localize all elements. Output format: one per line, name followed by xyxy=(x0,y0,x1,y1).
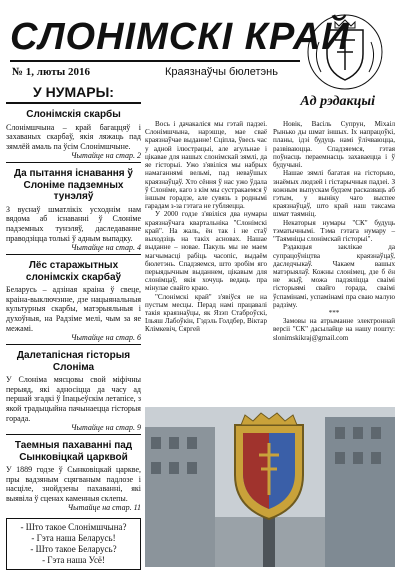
newsletter-title: СЛОНІМСКІ КРАЙ xyxy=(10,16,350,58)
editorial-paragraph: "Слонімскі край" з'явіўся не на пустым месцы. Перад намі працавалі такія краязнаўцы, як Язэп Стаброўскі, Ільяш Лабоўкін, Гэдэль Голдбер, Віктар Клімкевіч, Сяргей xyxy=(145,292,267,334)
contents-item-title: Далетапісная гісторыя Слоніма xyxy=(16,350,131,373)
title-rule xyxy=(10,60,300,62)
read-more-link[interactable]: Чытайце на стар. 2 xyxy=(6,151,141,163)
editorial-columns xyxy=(145,120,395,342)
editorial-paragraph: Нашае зямлі багатая на гісторыю, знаёмых людзей і гістарычныя падзеі. З кожным выпускам будзем расказваць аб гэтым, у выніку чаго выспее краязнаўцаў, што край наш таксама шмат таямніц. xyxy=(273,169,395,219)
quiz-line: - Гэта наша Беларусь! xyxy=(31,533,116,544)
quiz-line: - Што такое Слонімшчына? xyxy=(20,522,127,533)
contents-item-title: Да пытання існавання ў Слоніме падземных тунэляў xyxy=(14,168,133,203)
contents-item xyxy=(6,260,141,345)
contents-item-title: Лёс старажытных слонімскіх скарбаў xyxy=(25,260,122,283)
contents-heading: У НУМАРЫ: xyxy=(6,82,141,104)
quiz-line: - Што такое Беларусь? xyxy=(30,544,117,555)
contents-item-title: Слонімскія скарбы xyxy=(26,109,121,120)
separator-stars: *** xyxy=(328,309,340,318)
issue-number: № 1, люты 2016 xyxy=(12,66,90,78)
quiz-box xyxy=(6,518,141,569)
editorial-paragraph: Рэдакцыя заклікае да супрацоўніцтва краязнаўцаў, даследчыкаў. Чакаем вашых матэрыялаў. Кожны слонімец, дзе б ён не жыў, можа падзяліцца сваімі гісторыямі свайго горада, сваімі ўспамінамі, успамінамі пра сваю малую радзіму. xyxy=(273,243,395,309)
editorial-paragraph: Новік, Васіль Супрун, Міхаіл Рынько ды шмат іншых. Іх напрацоўкі, планы, ідэі будуць намі ўлічваюцца, развіваюцца. Спадзяемся, гэтая поўнасць пераемнасць захаваецца і ў будучыні. xyxy=(273,120,395,170)
contents-item-text: З вуснаў шматлікіх усходнім нам вядома аб існаванні ў Слоніме падземных тунэляў, даследаванне праводзіцца толькі ў адным выпадку. xyxy=(6,204,141,243)
newsletter-subtitle: Краязнаўчы бюлетэнь xyxy=(165,66,278,78)
contents-item xyxy=(6,440,141,514)
read-more-link[interactable]: Чытайце на стар. 9 xyxy=(6,423,141,435)
editorial-paragraph: Некаторыя нумары "СК" будуць тэматычнымі. Тэма гэтага нумару – "Таямніцы слонімскай гісторыі". xyxy=(273,218,395,244)
town-coat-of-arms-photo xyxy=(145,407,395,567)
read-more-link[interactable]: Чытайце на стар. 6 xyxy=(6,333,141,345)
editorial-section xyxy=(145,82,395,568)
editorial-paragraph: Вось і дачакаліся мы гэтай падзеі. Слонімшчына, нарэшце, мае сваё краязнаўчае выданне! Сціпла, ўвесь час у адной ілюстрацыі, але агульнае і цікавае для нашых слонімскай зямлі, да яе гісторыі. Ужо з'явіліся мы набрых намаганнямі вельмі, пад неваўшых краязнаўцаў. Хто сёння ў нас ужо ўдала ў Слоніме, каго з кім мы сустракаемся ў іншым горадзе, але сувязь з роднымі гарадам з-за гэтага не губляецца. xyxy=(145,120,267,211)
coat-of-arms-icon xyxy=(305,12,385,92)
editorial-column-2 xyxy=(273,120,395,342)
contents-item xyxy=(6,350,141,435)
contents-sidebar xyxy=(6,82,141,568)
editorial-paragraph: Замовы на атрыманне электроннай версіі "СК" дасылайце на нашу пошту: slonimskikraj@gmail.com xyxy=(273,317,395,342)
contents-item-text: У 1889 годзе ў Сынковіцкай царкве, пры вадзяным сцягваным падлозе і насціле, знойдзены пахаванні, які выявіла ў сценах каменныя склепы. xyxy=(6,465,141,503)
contents-item-text: У Слоніма мясцовы свой міфічны перыяд, які адносіцца да часу ад першай згадкі ў Іпацьеўскім летапісе, з якой традыцыйна пачынаецца гісторыя горада. xyxy=(6,375,141,423)
contents-item xyxy=(6,168,141,255)
read-more-link[interactable]: Чытайце на стар. 4 xyxy=(6,243,141,255)
editorial-heading: Ад рэдакцыі xyxy=(300,94,375,109)
contents-item-text: Беларусь – адзіная краіна ў свеце, краіна-выключэнне, дзе нацыянальныя культурныя скарбы, матэрыяльныя і духоўныя, на Радзіме мелі, чым за яе межамі. xyxy=(6,285,141,333)
quiz-line: - Гэта наша Усё! xyxy=(42,554,105,565)
contents-item xyxy=(6,109,141,163)
editorial-paragraph: У 2000 годзе з'явіліся два нумары краязнаўчага квартальніка "Слонімскі край". На жаль, ён так і не стаў выходзіць на такіх асновах. Нашае выданне – новае. Пакуль мы не маем магчымасці рабіць часопіс, выдаём бюлетэнь. Спадзяемся, што зробім яго перыядычным выданнем, цікавым для слонімцаў, якія хочуць ведаць пра мінулае свайго краю. xyxy=(145,210,267,293)
contents-item-text: Слонімшчына – край багаццяў і захаваных скарбаў, якія ляжаць пад зямлёй амаль па ўсім Слонімшчыне. xyxy=(6,122,141,151)
contents-item-title: Таемныя пахаванні пад Сынковіцкай царквой xyxy=(14,440,133,463)
read-more-link[interactable]: Чытайце на стар. 11 xyxy=(67,503,141,513)
editorial-column-1 xyxy=(145,120,267,342)
